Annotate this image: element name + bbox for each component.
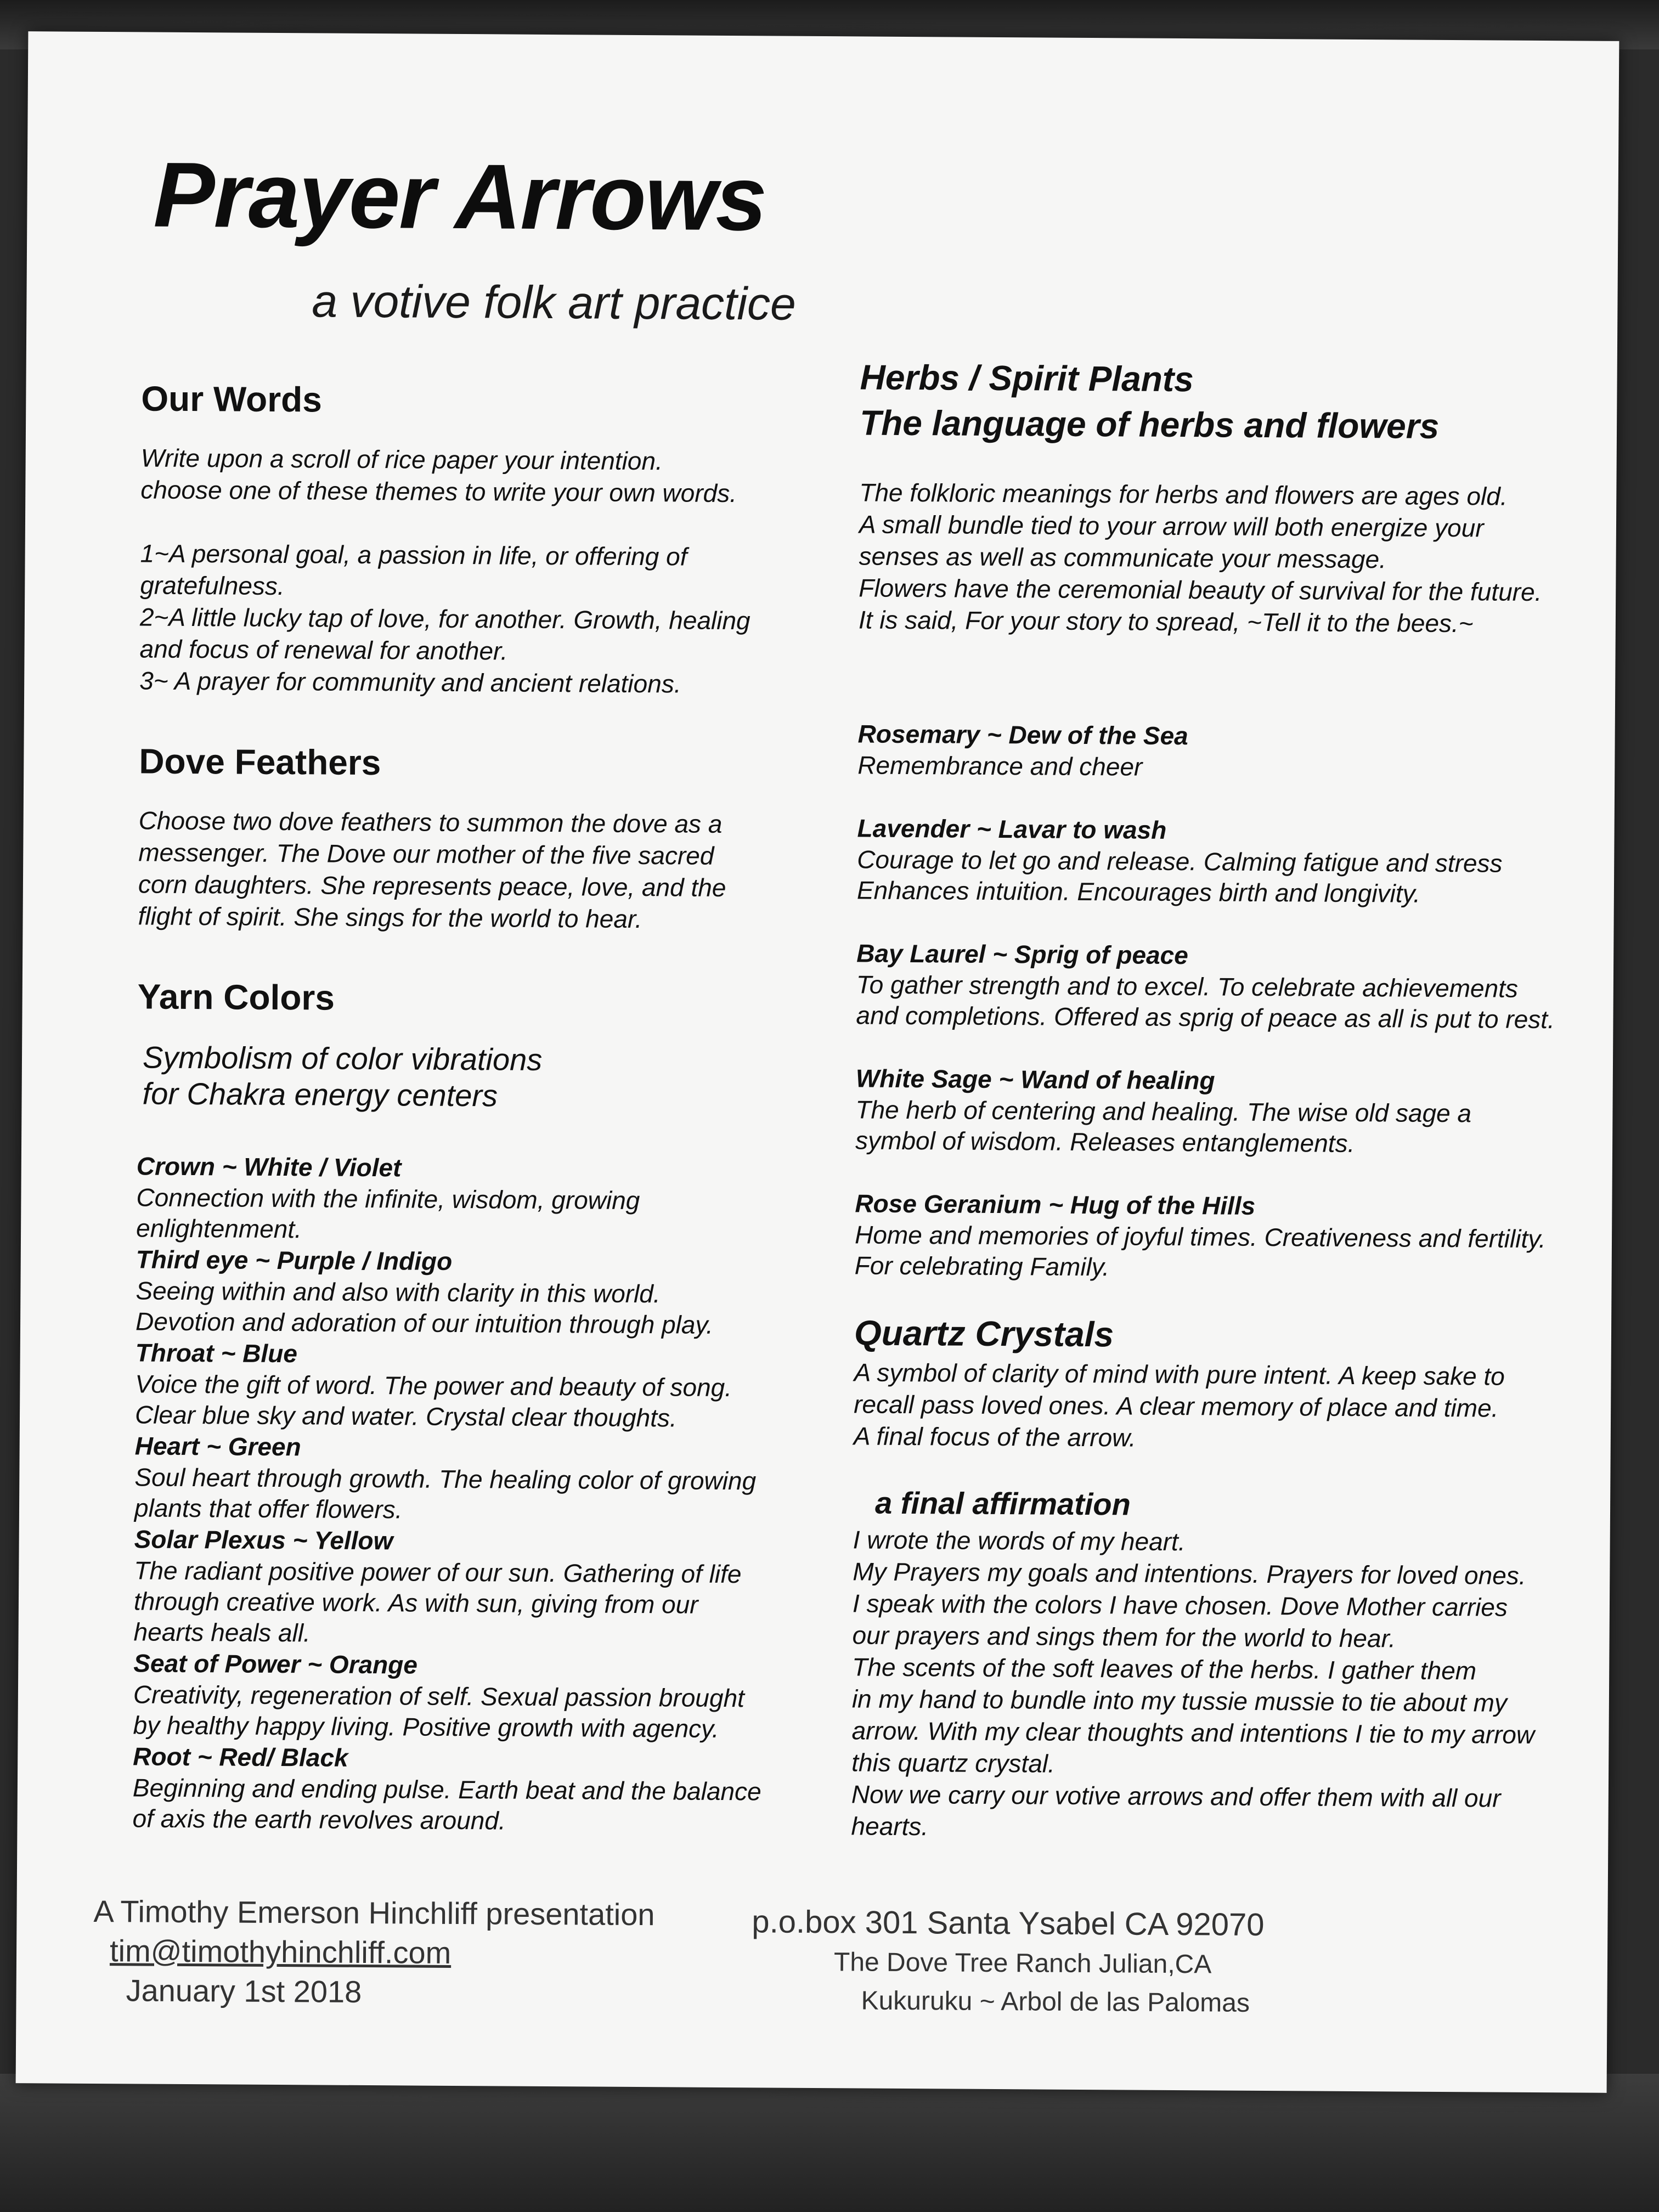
herb-item	[856, 938, 1592, 1035]
date: January 1st 2018	[126, 1973, 362, 2009]
herbs-heading-line1: Herbs / Spirit Plants	[860, 357, 1194, 399]
page-subtitle: a votive folk art practice	[312, 275, 797, 330]
affirmation-section	[851, 1485, 1588, 1847]
dove-feathers-section	[138, 740, 841, 936]
our-words-themes: 1~A personal goal, a passion in life, or offering of gratefulness. 2~A little lucky tap of love, for another. Growth, healing and focus of renewal for another. 3~ A prayer for community and ancient relations.	[139, 539, 751, 698]
chakra-desc: Soul heart through growth. The healing color of growing plants that offer flowers.	[134, 1463, 757, 1524]
chakra-name: Seat of Power ~ Orange	[133, 1649, 418, 1679]
herb-item	[855, 1188, 1590, 1285]
yarn-colors-section	[132, 975, 840, 1838]
left-column	[132, 377, 843, 1838]
chakra-item	[133, 1523, 836, 1652]
chakra-desc: Creativity, regeneration of self. Sexual passion brought by healthy happy living. Positive growth with agency.	[133, 1680, 745, 1743]
herb-name: Rosemary ~ Dew of the Sea	[857, 719, 1188, 751]
affirmation-text: I wrote the words of my heart. My Prayers my goals and intentions. Prayers for loved ones. I speak with the colors I have chosen. Dove Mother carries our prayers and sings them for the world to hear. The scents of the soft leaves of the herbs. I gather them in my hand to bundle into my tussie mussie to tie about my arrow. With my clear thoughts and intentions I tie to my arrow this quartz crystal. Now we carry our votive arrows and offer them with all our hearts.	[851, 1525, 1535, 1841]
footer-right	[751, 1901, 1264, 2023]
chakra-item	[136, 1150, 839, 1248]
presenter-credit: A Timothy Emerson Hinchliff presentation	[93, 1893, 655, 1932]
chakra-desc: The radiant positive power of our sun. Gathering of life through creative work. As with sun, giving from our hearts heals all.	[133, 1556, 742, 1647]
background-bottom	[0, 2074, 1659, 2212]
quartz-heading: Quartz Crystals	[854, 1313, 1114, 1355]
herb-name: Bay Laurel ~ Sprig of peace	[856, 939, 1188, 970]
herb-desc: The herb of centering and healing. The wise old sage a symbol of wisdom. Releases entanglements.	[855, 1095, 1472, 1158]
herb-desc: To gather strength and to excel. To celebrate achievements and completions. Offered as sprig of peace as all is put to rest.	[856, 970, 1555, 1034]
quartz-text: A symbol of clarity of mind with pure intent. A keep sake to recall pass loved ones. A clear memory of place and time. A final focus of the arrow.	[853, 1358, 1505, 1452]
herb-desc: Home and memories of joyful times. Creativeness and fertility. For celebrating Family.	[854, 1220, 1546, 1282]
affirmation-heading: a final affirmation	[874, 1486, 1131, 1522]
herb-name: Lavender ~ Lavar to wash	[857, 814, 1167, 845]
dove-feathers-text: Choose two dove feathers to summon the dove as a messenger. The Dove our mother of the five sacred corn daughters. She represents peace, love, and the flight of spirit. She sings for the world to hear.	[138, 806, 726, 933]
footer-left	[93, 1892, 654, 2013]
mailing-address: p.o.box 301 Santa Ysabel CA 92070	[752, 1904, 1265, 1943]
herb-item	[857, 812, 1593, 910]
page-title: Prayer Arrows	[153, 143, 766, 250]
our-words-section	[139, 377, 844, 701]
chakra-name: Crown ~ White / Violet	[136, 1152, 402, 1182]
quartz-section	[854, 1313, 1590, 1457]
yarn-colors-symbolism: Symbolism of color vibrations for Chakra energy centers	[142, 1040, 543, 1113]
herb-item	[855, 1063, 1591, 1160]
email-link[interactable]: tim@timothyhinchliff.com	[109, 1933, 452, 1970]
chakra-item	[132, 1741, 835, 1838]
kukuruku-line: Kukuruku ~ Arbol de las Palomas	[861, 1986, 1250, 2018]
chakra-desc: Beginning and ending pulse. Earth beat and the balance of axis the earth revolves around.	[132, 1773, 761, 1835]
herb-desc: Courage to let go and release. Calming fatigue and stress Enhances intuition. Encourages birth and longivity.	[856, 845, 1503, 909]
herbs-intro: The folkloric meanings for herbs and flowers are ages old. A small bundle tied to your arrow will both energize your senses as well as communicate your message. Flowers have the ceremonial beauty of survival for the future. It is said, For your story to spread, ~Tell it to the bees.~	[858, 478, 1542, 638]
chakra-desc: Voice the gift of word. The power and beauty of song. Clear blue sky and water. Crystal clear thoughts.	[134, 1369, 732, 1432]
our-words-heading: Our Words	[141, 379, 323, 420]
chakra-name: Heart ~ Green	[134, 1431, 301, 1462]
herb-name: White Sage ~ Wand of healing	[855, 1064, 1215, 1095]
paper-sheet	[16, 31, 1620, 2093]
chakra-desc: Seeing within and also with clarity in this world. Devotion and adoration of our intuition through play.	[135, 1276, 713, 1340]
chakra-item	[133, 1647, 836, 1745]
herb-item	[857, 718, 1593, 785]
yarn-colors-heading: Yarn Colors	[137, 977, 335, 1018]
chakra-item	[136, 1244, 838, 1341]
chakra-desc: Connection with the infinite, wisdom, growing enlightenment.	[136, 1183, 640, 1244]
herbs-heading-line2: The language of herbs and flowers	[859, 403, 1440, 447]
chakra-item	[135, 1337, 838, 1435]
herb-desc: Remembrance and cheer	[857, 751, 1143, 781]
chakra-name: Throat ~ Blue	[135, 1338, 298, 1368]
herb-name: Rose Geranium ~ Hug of the Hills	[855, 1189, 1256, 1221]
herbs-heading	[860, 354, 1595, 450]
chakra-name: Third eye ~ Purple / Indigo	[136, 1245, 453, 1276]
right-column	[851, 354, 1595, 1847]
chakra-item	[134, 1430, 837, 1528]
chakra-name: Root ~ Red/ Black	[133, 1742, 348, 1773]
ranch-name: The Dove Tree Ranch Julian,CA	[833, 1948, 1212, 1979]
chakra-name: Solar Plexus ~ Yellow	[134, 1525, 393, 1555]
dove-feathers-heading: Dove Feathers	[139, 741, 381, 782]
our-words-intro: Write upon a scroll of rice paper your intention. choose one of these themes to write your own words.	[140, 443, 737, 507]
